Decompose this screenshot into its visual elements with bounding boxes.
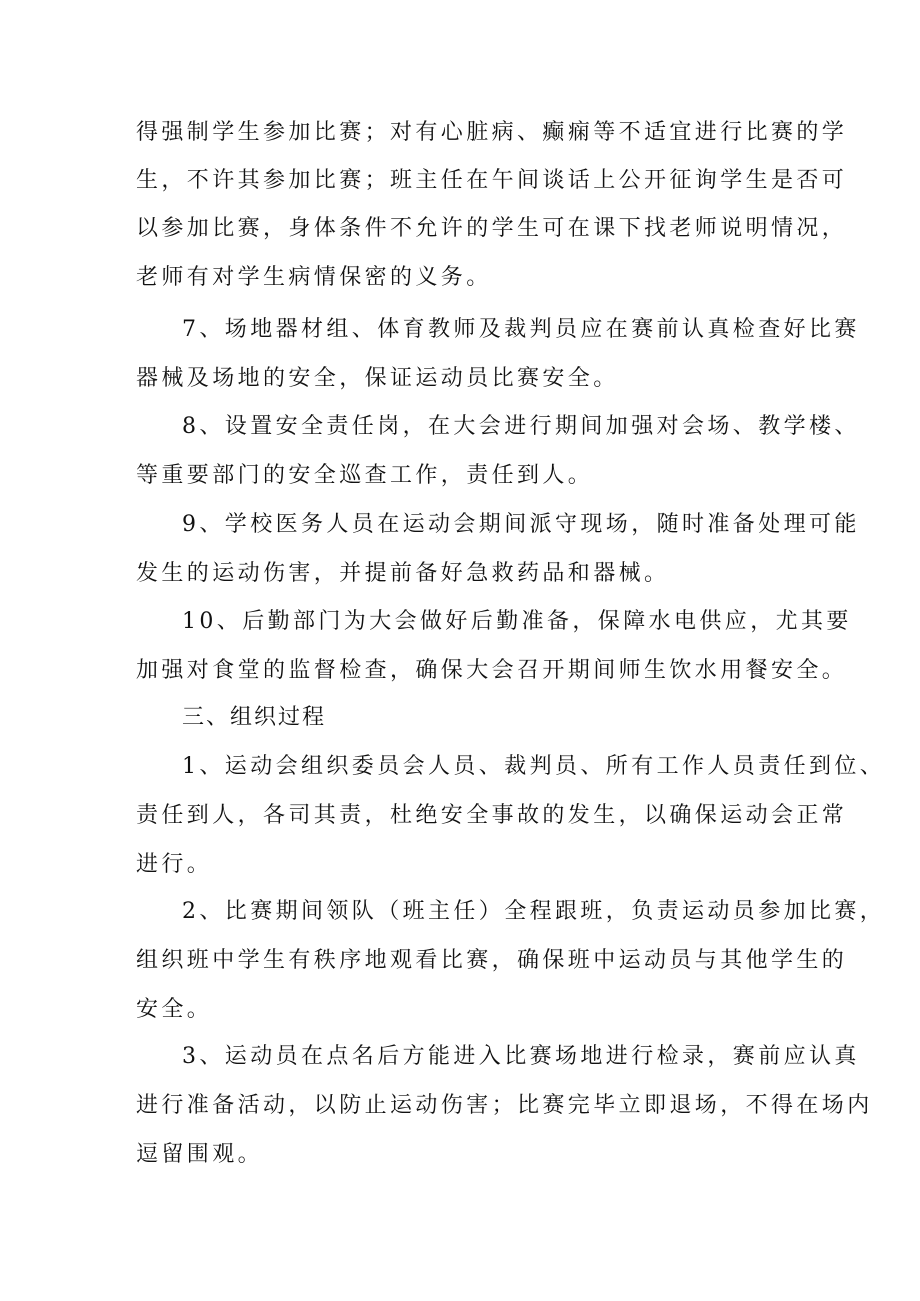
paragraph-line: 3、运动员在点名后方能进入比赛场地进行检录，赛前应认真: [182, 1044, 860, 1069]
paragraph-line: 逗留围观。: [136, 1142, 264, 1167]
paragraph-line: 进行准备活动，以防止运动伤害；比赛完毕立即退场，不得在场内: [136, 1093, 873, 1118]
paragraph-line: 进行。: [136, 852, 213, 877]
paragraph-line: 加强对食堂的监督检查，确保大会召开期间师生饮水用餐安全。: [136, 658, 848, 683]
paragraph-line: 8、设置安全责任岗，在大会进行期间加强对会场、教学楼、: [182, 414, 860, 439]
paragraph-line: 10、后勤部门为大会做好后勤准备，保障水电供应，尤其要: [182, 609, 852, 634]
paragraph-line: 1、运动会组织委员会人员、裁判员、所有工作人员责任到位、: [182, 754, 886, 779]
paragraph-line: 2、比赛期间领队（班主任）全程跟班，负责运动员参加比赛，: [182, 899, 886, 924]
paragraph-line: 9、学校医务人员在运动会期间派守现场，随时准备处理可能: [182, 512, 860, 537]
paragraph-line: 发生的运动伤害，并提前备好急救药品和器械。: [136, 561, 670, 586]
section-heading: 三、组织过程: [182, 705, 327, 730]
paragraph-line: 得强制学生参加比赛；对有心脏病、癫痫等不适宜进行比赛的学: [136, 120, 848, 145]
paragraph-line: 安全。: [136, 997, 213, 1022]
paragraph-line: 器械及场地的安全，保证运动员比赛安全。: [136, 366, 619, 391]
paragraph-line: 生，不许其参加比赛；班主任在午间谈话上公开征询学生是否可: [136, 168, 848, 193]
paragraph-line: 老师有对学生病情保密的义务。: [136, 265, 492, 290]
paragraph-line: 等重要部门的安全巡查工作，责任到人。: [136, 463, 594, 488]
paragraph-line: 以参加比赛，身体条件不允许的学生可在课下找老师说明情况，: [136, 216, 848, 241]
paragraph-line: 责任到人，各司其责，杜绝安全事故的发生，以确保运动会正常: [136, 803, 848, 828]
paragraph-line: 7、场地器材组、体育教师及裁判员应在赛前认真检查好比赛: [182, 317, 860, 342]
paragraph-line: 组织班中学生有秩序地观看比赛，确保班中运动员与其他学生的: [136, 948, 848, 973]
